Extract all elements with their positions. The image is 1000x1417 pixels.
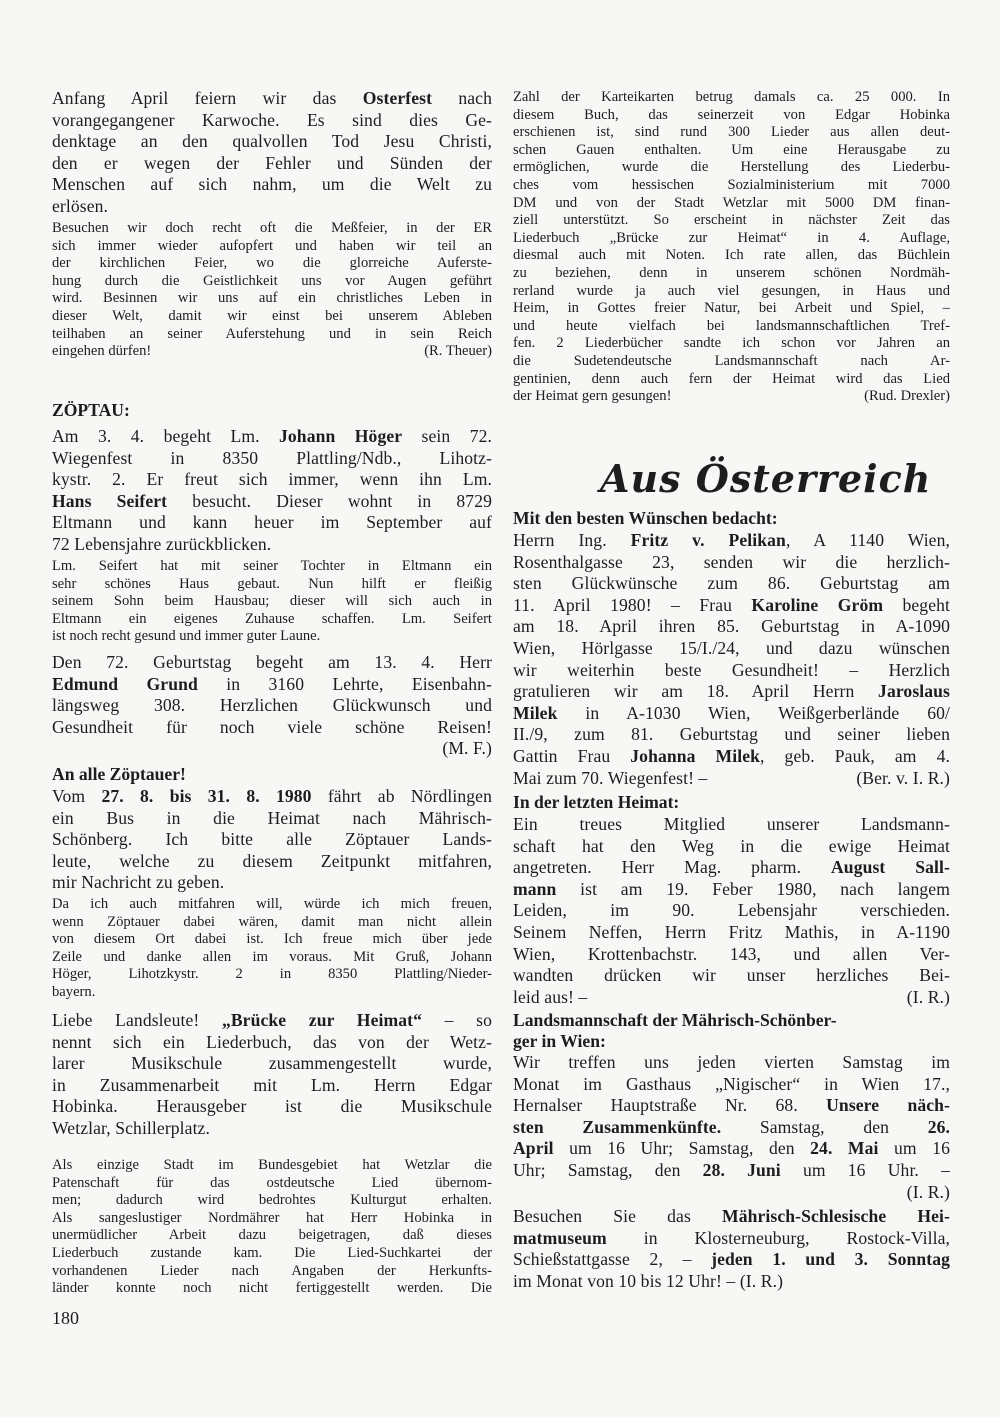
text-line: Menschen auf sich nahm, um die Welt zu: [52, 174, 492, 195]
bold-text: Hans Seifert: [52, 490, 168, 511]
text-line: Gesundheit für noch viele schöne Reisen!: [52, 716, 492, 737]
bold-text: Karoline Gröm: [751, 594, 884, 615]
text-line: wir weiterhin beste Gesundheit! – Herzlich: [513, 659, 950, 680]
page-number: 180: [52, 1308, 79, 1328]
text-line: Seinem Neffen, Herrn Fritz Mathis, in A-1190: [513, 921, 950, 942]
bold-text: Edmund Grund: [52, 673, 198, 694]
bold-text: jeden 1. und 3. Sonntag: [711, 1249, 950, 1270]
drexler-note: [513, 89, 950, 406]
text-line: Liebe Landsleute! „Brücke zur Heimat“ – so: [52, 1010, 492, 1030]
text-line: den er wegen der Fehler und Sünden der: [52, 152, 492, 173]
text-line: wenn Zöptauer dabei wären, damit man nicht allein: [52, 913, 492, 930]
wishes-paragraph: [513, 530, 950, 789]
text-line: kystr. 2. Er freut sich immer, wenn ihn Lm.: [52, 469, 492, 490]
text-line: Uhr; Samstag, den 28. Juni um 16 Uhr. –: [513, 1159, 950, 1180]
bold-text: August Sall-: [831, 857, 950, 878]
liederbuch-note: [52, 1157, 492, 1298]
text-line: Da ich auch mitfahren will, würde ich mich freuen,: [52, 896, 492, 912]
author-signature: (Ber. v. I. R.): [856, 767, 950, 788]
text-line: II./9, zum 81. Geburtstag und seiner lieben: [513, 724, 950, 745]
text-line: Besuchen wir doch recht oft die Meßfeier, in der ER: [52, 220, 492, 236]
text-line: sehr schönes Haus gebaut. Nun hilft er fleißig: [52, 575, 492, 592]
liederbuch-paragraph: [52, 1010, 492, 1140]
text-line: Lm. Seifert hat mit seiner Tochter in Eltmann ein: [52, 558, 492, 574]
text-line: Liederbuch „Brücke zur Heimat“ in 4. Auflage,: [513, 229, 950, 246]
text-line: dieser Welt, damit wir einst bei unserem Ableben: [52, 307, 492, 324]
text-line: mir Nachricht zu geben.: [52, 872, 225, 893]
bold-text: 28. Juni: [702, 1159, 781, 1180]
text-line: die Sudetendeutsche Landsmannschaft nach Ar-: [513, 352, 950, 369]
text-line: mann ist am 19. Feber 1980, nach langem: [513, 878, 950, 899]
bold-text: mann: [513, 878, 557, 899]
text-line: Vom 27. 8. bis 31. 8. 1980 fährt ab Nördlingen: [52, 786, 492, 806]
text-line: zu beziehen, denn in unserem schönen Nordmäh-: [513, 264, 950, 281]
bold-text: 24. Mai: [810, 1138, 879, 1159]
text-line: Ein treues Mitglied unserer Landsmann-: [513, 814, 950, 834]
text-line: teilhaben an seiner Auferstehung und in sein Reich: [52, 325, 492, 342]
text-line: Hobinka. Herausgeber ist die Musikschule: [52, 1096, 492, 1117]
text-line: nennt sich ein Liederbuch, das von der Wetz-: [52, 1031, 492, 1052]
text-line: angetreten. Herr Mag. pharm. August Sall-: [513, 857, 950, 878]
hoeger-paragraph: [52, 426, 492, 556]
text-line: Besuchen Sie das Mährisch-Schlesische Hei-: [513, 1206, 950, 1226]
bold-text: Mährisch-Schlesische Hei-: [722, 1206, 950, 1226]
bold-text: Johann Höger: [279, 426, 403, 446]
text-line: Patenschaft für das ostdeutsche Lied übernom-: [52, 1174, 492, 1191]
text-line: der kirchlichen Feier, wo die glorreiche Auferste-: [52, 255, 492, 272]
museum-paragraph: [513, 1206, 950, 1292]
text-line: Eltmann ein eigenes Zuhause schaffen. Lm. Seifert: [52, 610, 492, 627]
text-line: ein Bus in die Heimat nach Mährisch-: [52, 807, 492, 828]
author-signature: (I. R.): [906, 986, 950, 1007]
text-line: Herrn Ing. Fritz v. Pelikan, A 1140 Wien,: [513, 530, 950, 550]
text-line: Milek in A-1030 Wien, Weißgerberlände 60/: [513, 702, 950, 723]
text-line: und heute vielfach bei landsmannschaftlichen Tref-: [513, 317, 950, 334]
text-line: Hernalser Hauptstraße Nr. 68. Unsere näch-: [513, 1095, 950, 1116]
text-line: am 18. April ihren 85. Geburtstag in A-1090: [513, 616, 950, 637]
text-line: Leiden, im 90. Lebensjahr verschieden.: [513, 900, 950, 921]
section-title-austria: Aus Österreich: [600, 456, 932, 501]
text-line: schen Gauen enthalten. Um eine Herausgabe zu: [513, 141, 950, 158]
text-line: wird. Besinnen wir uns auf ein christliches Leben in: [52, 290, 492, 307]
text-line: Zeile und danke allen im voraus. Mit Gruß, Johann: [52, 948, 492, 965]
text-line: (Rud. Drexler) der Heimat gern gesungen!: [513, 388, 950, 405]
text-line: diesem Buch, das seinerzeit von Edgar Hobinka: [513, 106, 950, 123]
text-line: ermöglichen, wurde die Herstellung des Liederbu-: [513, 159, 950, 176]
text-line: fen. 2 Liederbücher sandte ich schon vor Jahren an: [513, 335, 950, 352]
bold-text: Fritz v. Pelikan: [630, 530, 786, 550]
text-line: (I. R.) leid aus! –: [513, 986, 950, 1007]
bold-text: 26.: [927, 1116, 950, 1137]
text-line: men; dadurch wird bedrohtes Kulturgut erhalten.: [52, 1192, 492, 1209]
bold-text: Jaroslaus: [878, 681, 950, 702]
text-line: gratulieren wir am 18. April Herrn Jaroslaus: [513, 681, 950, 702]
text-line: Schönberg. Ich bitte alle Zöptauer Lands-: [52, 829, 492, 850]
text-line: leute, welche zu diesem Zeitpunkt mitfahren,: [52, 850, 492, 871]
text-line: April um 16 Uhr; Samstag, den 24. Mai um 16: [513, 1138, 950, 1159]
text-line: erschienen ist, sind rund 300 Lieder aus allen deut-: [513, 124, 950, 141]
text-line: Eltmann und kann heuer im September auf: [52, 512, 492, 533]
text-line: Rosenthalgasse 23, senden wir die herzlich-: [513, 551, 950, 572]
heading-death: In der letzten Heimat:: [513, 792, 680, 812]
text-line: [52, 738, 492, 760]
text-line: rerland wurde ja auch viel gesungen, in Haus und: [513, 282, 950, 299]
text-line: Höger, Lihotzkystr. 2 in 8350 Plattling/Nieder-: [52, 966, 492, 983]
text-line: denktage an den qualvollen Tod Jesu Christi,: [52, 131, 492, 152]
easter-note: [52, 220, 492, 361]
text-line: ches vom hessischen Sozialministerium mit 7000: [513, 176, 950, 193]
text-line: vorangegangener Karwoche. Es sind dies Ge-: [52, 109, 492, 130]
author-signature: (I. R.): [906, 1181, 950, 1202]
text-line: Wir treffen uns jeden vierten Samstag im: [513, 1052, 950, 1072]
easter-paragraph: [52, 88, 492, 218]
heading-wishes: Mit den besten Wünschen bedacht:: [513, 508, 778, 528]
bus-note: [52, 896, 492, 1002]
bold-text: „Brücke zur Heimat“: [221, 1010, 422, 1030]
text-line: Als sangeslustiger Nordmährer hat Herr Hobinka in: [52, 1209, 492, 1226]
text-line: Gattin Frau Johanna Milek, geb. Pauk, am 4.: [513, 745, 950, 766]
text-line: Schießstattgasse 2, – jeden 1. und 3. Sonntag: [513, 1249, 950, 1270]
text-line: seinem Sohn beim Hausbau; dieser will sich auch in: [52, 593, 492, 610]
text-line: Monat im Gasthaus „Nigischer“ in Wien 17.,: [513, 1073, 950, 1094]
author-signature: (M. F.): [442, 738, 492, 759]
text-line: sich immer wieder aufopfert und haben wir teil an: [52, 237, 492, 254]
bold-text: April: [513, 1138, 554, 1159]
bold-text: 27. 8. bis 31. 8. 1980: [101, 786, 312, 806]
text-line: Wien, Krottenbachstr. 143, und allen Ver-: [513, 943, 950, 964]
bold-text: Osterfest: [362, 88, 433, 108]
bold-text: matmuseum: [513, 1227, 607, 1248]
text-line: sten Glückwünsche zum 86. Geburtstag am: [513, 573, 950, 594]
text-line: Den 72. Geburtstag begeht am 13. 4. Herr: [52, 652, 492, 672]
author-signature: (R. Theuer): [424, 343, 492, 360]
bus-paragraph: [52, 786, 492, 894]
text-line: länder konnte noch nicht fertiggestellt werden. Die: [52, 1280, 492, 1297]
text-line: Am 3. 4. begeht Lm. Johann Höger sein 72.: [52, 426, 492, 446]
text-line: Heim, in Gottes freier Natur, bei Arbeit und Spiel, –: [513, 300, 950, 317]
text-line: längsweg 308. Herzlichen Glückwunsch und: [52, 695, 492, 716]
text-line: Zahl der Karteikarten betrug damals ca. 25 000. In: [513, 89, 950, 105]
heading-zoeptauer: An alle Zöptauer!: [52, 764, 186, 784]
author-signature: (Rud. Drexler): [864, 388, 950, 405]
death-paragraph: [513, 814, 950, 1008]
text-line: Anfang April feiern wir das Osterfest nach: [52, 88, 492, 108]
text-line: ziell unterstützt. So erscheint in nächster Zeit das: [513, 212, 950, 229]
text-line: Wiegenfest in 8350 Plattling/Ndb., Lihotz-: [52, 447, 492, 468]
text-line: DM und von der Stadt Wetzlar mit 5000 DM finan-: [513, 194, 950, 211]
bold-text: sten Zusammenkünfte.: [513, 1116, 722, 1137]
text-line: Edmund Grund in 3160 Lehrte, Eisenbahn-: [52, 673, 492, 694]
text-line: wandten drücken wir unser herzliches Bei-: [513, 965, 950, 986]
text-line: ist noch recht gesund und immer guter Laune.: [52, 628, 321, 645]
text-line: 72 Lebensjahre zurückblicken.: [52, 533, 272, 554]
text-line: Als einzige Stadt im Bundesgebiet hat Wetzlar die: [52, 1157, 492, 1173]
text-line: matmuseum in Klosterneuburg, Rostock-Villa,: [513, 1227, 950, 1248]
text-line: 11. April 1980! – Frau Karoline Gröm begeht: [513, 594, 950, 615]
text-line: (R. Theuer) eingehen dürfen!: [52, 343, 492, 360]
text-line: larer Musikschule zusammengestellt wurde,: [52, 1053, 492, 1074]
text-line: bayern.: [52, 983, 96, 1000]
text-line: unermüdlicher Arbeit dazu beigetragen, daß dieses: [52, 1227, 492, 1244]
text-line: in Zusammenarbeit mit Lm. Herrn Edgar: [52, 1074, 492, 1095]
text-line: Wetzlar, Schillerplatz.: [52, 1117, 210, 1138]
bold-text: Johanna Milek: [630, 745, 761, 766]
text-line: sten Zusammenkünfte. Samstag, den 26.: [513, 1116, 950, 1137]
text-line: Wien, Hörlgasse 15/I./24, und dazu wünschen: [513, 637, 950, 658]
text-line: gentinien, denn auch fern der Heimat wird das Lied: [513, 370, 950, 387]
bold-text: Milek: [513, 702, 558, 723]
text-line: schaft hat den Weg in die ewige Heimat: [513, 835, 950, 856]
text-line: [513, 1182, 950, 1204]
text-line: Hans Seifert besucht. Dieser wohnt in 8729: [52, 490, 492, 511]
heading-zoeptau: ZÖPTAU:: [52, 400, 130, 420]
seifert-note: [52, 558, 492, 646]
text-line: (Ber. v. I. R.) Mai zum 70. Wiegenfest! –: [513, 767, 950, 788]
text-line: im Monat von 10 bis 12 Uhr! – (I. R.): [513, 1270, 784, 1291]
heading-landsmannschaft-2: ger in Wien:: [513, 1031, 606, 1051]
text-line: von diesem Ort dabei ist. Ich freue mich über jede: [52, 931, 492, 948]
text-line: Liederbuch zustande kam. Die Lied-Suchkartei der: [52, 1244, 492, 1261]
text-line: erlösen.: [52, 195, 109, 216]
meetings-paragraph: [513, 1052, 950, 1203]
text-line: hung durch die Geistlichkeit uns vor Augen geführt: [52, 272, 492, 289]
bold-text: Unsere näch-: [826, 1095, 950, 1116]
heading-landsmannschaft-1: Landsmannschaft der Mährisch-Schönber-: [513, 1010, 837, 1030]
text-line: diesmal auch mit Noten. Ich rate allen, das Büchlein: [513, 247, 950, 264]
text-line: vorhandenen Lieder nach Angaben der Herkunfts-: [52, 1262, 492, 1279]
grund-paragraph: [52, 652, 492, 760]
